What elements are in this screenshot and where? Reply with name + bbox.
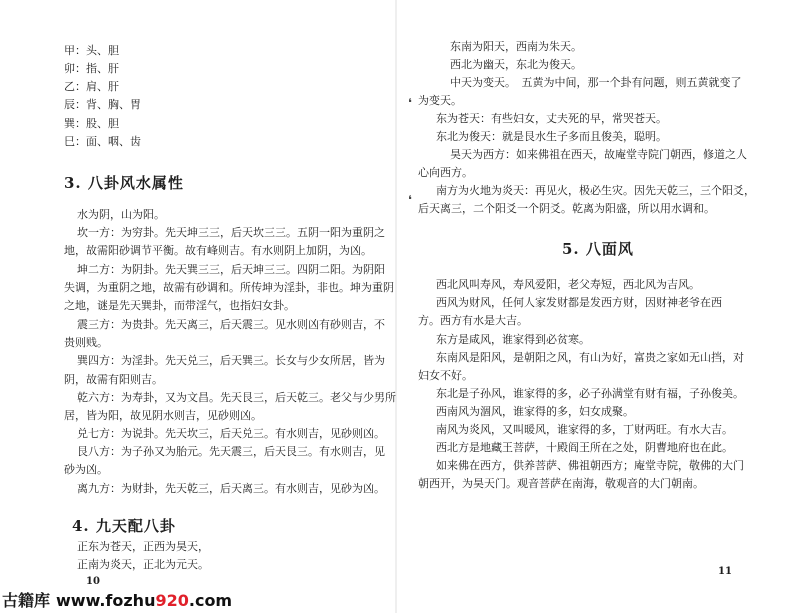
- text-line: 水为阴，山为阳。: [77, 208, 165, 221]
- page-number: 10: [86, 576, 100, 587]
- text-line: 震三方：为贵卦。先天离三，后天震三。见水则凶有砂则吉，不: [77, 318, 385, 331]
- page-number: 11: [718, 566, 732, 577]
- text-line: 居，皆为阳，故见阴水则吉，见砂则凶。: [64, 409, 262, 422]
- text-line: 南风为炎风，又叫暖风，谁家得的多，丁财两旺。有水大吉。: [436, 423, 733, 436]
- section-heading: 5. 八面风: [562, 240, 634, 258]
- text-line: 西风为财风，任何人家发财都是发西方财，因财神老爷在西: [436, 296, 722, 309]
- watermark-url: [56, 591, 232, 610]
- text-line: 为变天。: [418, 94, 462, 107]
- text-line: 之地，谜是先天巽卦，而带淫气，也指妇女卦。: [64, 299, 295, 312]
- text-line: 西北风叫寿风，寿风爱阳，老父寿短，西北风为吉风。: [436, 278, 700, 291]
- text-line: 西北为幽天，东北为俊天。: [450, 58, 582, 71]
- text-line: 砂为凶。: [64, 463, 108, 476]
- text-line: 东北是子孙风，谁家得的多，必子孙满堂有财有福，子孙俊美。: [436, 387, 744, 400]
- text-line: 妇女不好。: [418, 369, 473, 382]
- text-line: 辰：背、胸、胃: [64, 98, 141, 111]
- text-line: 巳：面、咽、齿: [64, 135, 141, 148]
- margin-mark: ❛: [408, 96, 412, 110]
- watermark-site-name: 古籍库: [2, 591, 51, 610]
- text-line: 朝西开，为昊天门。观音菩萨在南海，敬观音的大门朝南。: [418, 477, 704, 490]
- right-page: [396, 0, 793, 613]
- text-line: 东为苍天：有些妇女，丈夫死的早，常哭苍天。: [436, 112, 667, 125]
- left-page: [0, 0, 396, 613]
- text-line: 贵则贱。: [64, 336, 108, 349]
- margin-mark: ❛: [408, 193, 412, 207]
- text-line: 阴，故需有阳则吉。: [64, 373, 163, 386]
- section-heading: 3. 八卦风水属性: [64, 174, 184, 192]
- text-line: 正东为苍天，正西为昊天，: [77, 540, 209, 553]
- text-line: 东方是咸风，谁家得到必贫寒。: [436, 333, 590, 346]
- text-line: 乾六方：为寿卦，又为文昌。先天艮三，后天乾三。老父与少男所: [77, 391, 396, 404]
- section-heading: 4. 九天配八卦: [72, 517, 176, 535]
- text-line: 南方为火地为炎天：再见火，极必生灾。因先天乾三，三个阳爻，: [436, 184, 755, 197]
- text-line: 卯：指、肝: [64, 62, 119, 75]
- text-line: 坎一方：为穷卦。先天坤三三，后天坎三三。五阴一阳为重阴之: [77, 226, 385, 239]
- watermark: [2, 588, 232, 611]
- text-line: 兑七方：为说卦。先天坎三，后天兑三。有水则吉，见砂则凶。: [77, 427, 385, 440]
- watermark-url-number: 920: [155, 591, 189, 610]
- text-line: 坤二方：为阴卦。先天巽三三，后天坤三三。四阴二阳。为阴阳: [77, 263, 385, 276]
- text-line: 东南风是阳风，是朝阳之风，有山为好，富贵之家如无山挡，对: [436, 351, 744, 364]
- text-line: 失调，为重阴之地，故需有砂调和。所传坤为淫卦，非也。坤为重阴: [64, 281, 394, 294]
- text-line: 正南为炎天，正北为元天。: [77, 558, 209, 571]
- text-line: 昊天为西方：如来佛祖在西天，故庵堂寺院门朝西，修道之人: [450, 148, 747, 161]
- watermark-url-suffix: .com: [188, 591, 233, 610]
- text-line: 后天离三，二个阳爻一个阴爻。乾离为阳盛，所以用水调和。: [418, 202, 715, 215]
- watermark-url-prefix: www.fozhu: [56, 591, 156, 610]
- text-line: 东北为俊天：就是艮水生子多而且俊美，聪明。: [436, 130, 667, 143]
- text-line: 心向西方。: [418, 166, 473, 179]
- text-line: 艮八方：为子孙又为胎元。先天震三，后天艮三。有水则吉，见: [77, 445, 385, 458]
- text-line: 甲：头、胆: [64, 44, 119, 57]
- text-line: 西南风为涸风，谁家得的多，妇女成聚。: [436, 405, 634, 418]
- text-line: 中天为变天。 五黄为中间，那一个卦有问题，则五黄就变了: [450, 76, 742, 89]
- text-line: 地，故需阳砂调节平衡。故有峰则吉。有水则阴上加阴，为凶。: [64, 244, 372, 257]
- text-line: 离九方：为财卦，先天乾三，后天离三。有水则吉，见砂为凶。: [77, 482, 385, 495]
- text-line: 方。西方有水是大吉。: [418, 314, 528, 327]
- text-line: 东南为阳天，西南为朱天。: [450, 40, 582, 53]
- text-line: 乙：肩、肝: [64, 80, 119, 93]
- text-line: 巽：股、胆: [64, 117, 119, 130]
- text-line: 如来佛在西方，供养菩萨、佛祖朝西方；庵堂寺院，敬佛的大门: [436, 459, 744, 472]
- text-line: 巽四方：为淫卦。先天兑三，后天巽三。长女与少女所居，皆为: [77, 354, 385, 367]
- text-line: 西北方是地藏王菩萨，十殿阎王所在之处，阴曹地府也在此。: [436, 441, 733, 454]
